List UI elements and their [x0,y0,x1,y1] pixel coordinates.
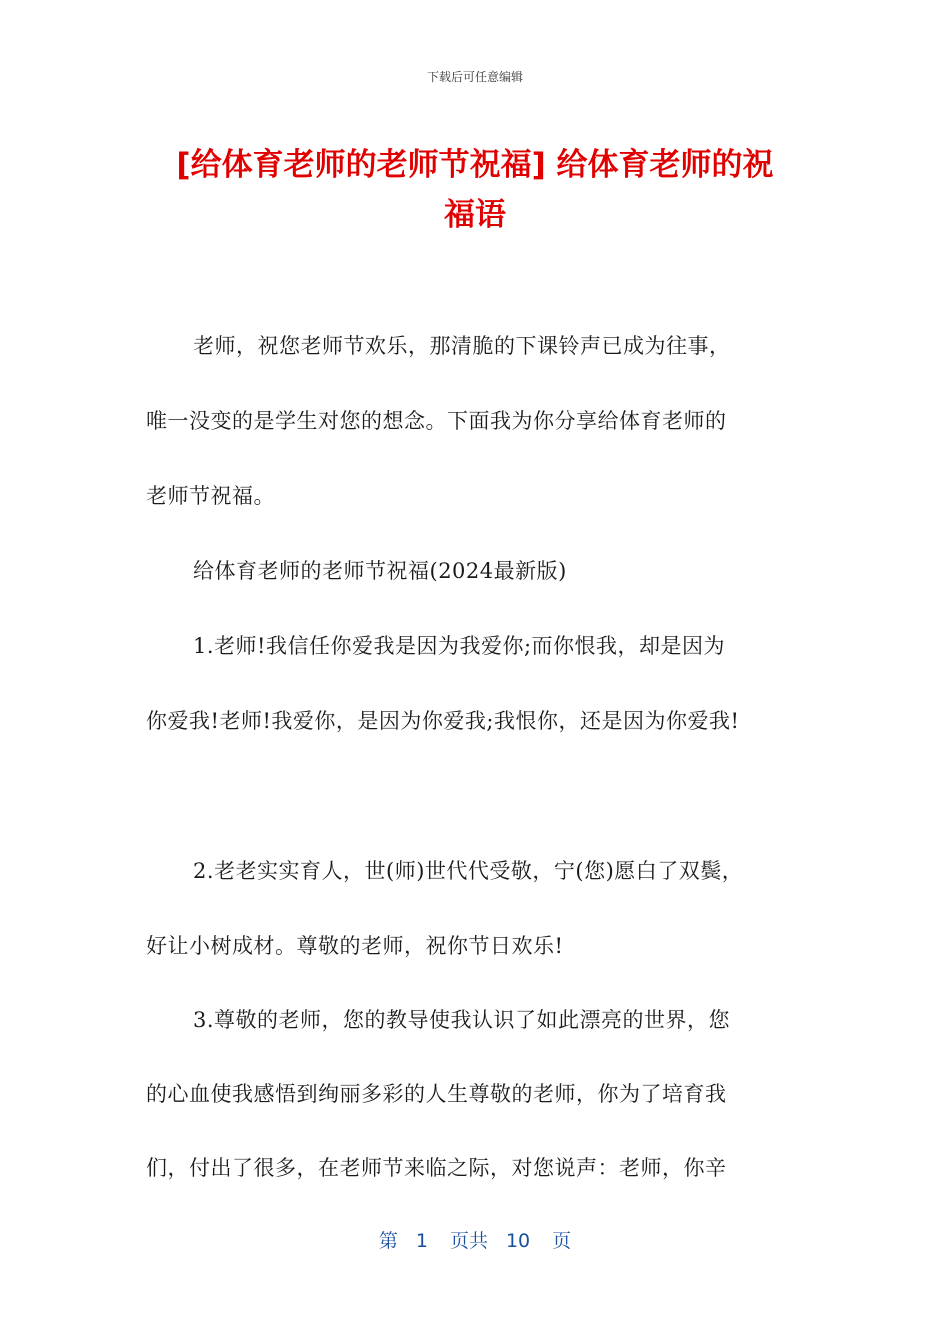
paragraph-line: 老师节祝福。 [146,484,275,508]
current-page-number: 1 [415,1230,428,1252]
page-label-suffix: 页 [552,1230,572,1252]
paragraph-line: 好让小树成材。尊敬的老师，祝你节日欢乐! [146,934,564,958]
section-heading: 给体育老师的老师节祝福(2024最新版) [193,559,567,583]
title-line-2: 福语 [444,197,506,233]
header-note: 下载后可任意编辑 [426,70,523,84]
page-footer [0,1226,950,1253]
paragraph-line: 1.老师!我信任你爱我是因为我爱你;而你恨我，却是因为 [193,634,726,658]
page-label-prefix: 第 [378,1230,398,1252]
paragraph-line: 2.老老实实育人，世(师)世代代受敬，宁(您)愿白了双鬓， [193,859,744,883]
title-line-1: [给体育老师的老师节祝福] 给体育老师的祝 [176,147,774,183]
page-label-mid: 页共 [449,1230,488,1252]
paragraph-line: 们，付出了很多，在老师节来临之际，对您说声：老师，你辛 [146,1156,727,1180]
paragraph-line: 的心血使我感悟到绚丽多彩的人生尊敬的老师，你为了培育我 [146,1082,727,1106]
paragraph-line: 老师，祝您老师节欢乐，那清脆的下课铃声已成为往事， [193,334,731,358]
paragraph-line: 唯一没变的是学生对您的想念。下面我为你分享给体育老师的 [146,409,727,433]
paragraph-line: 你爱我!老师!我爱你，是因为你爱我;我恨你，还是因为你爱我! [146,709,740,733]
document-title [140,140,810,240]
paragraph-line: 3.尊敬的老师，您的教导使我认识了如此漂亮的世界，您 [193,1008,731,1032]
total-pages-number: 10 [505,1230,531,1252]
